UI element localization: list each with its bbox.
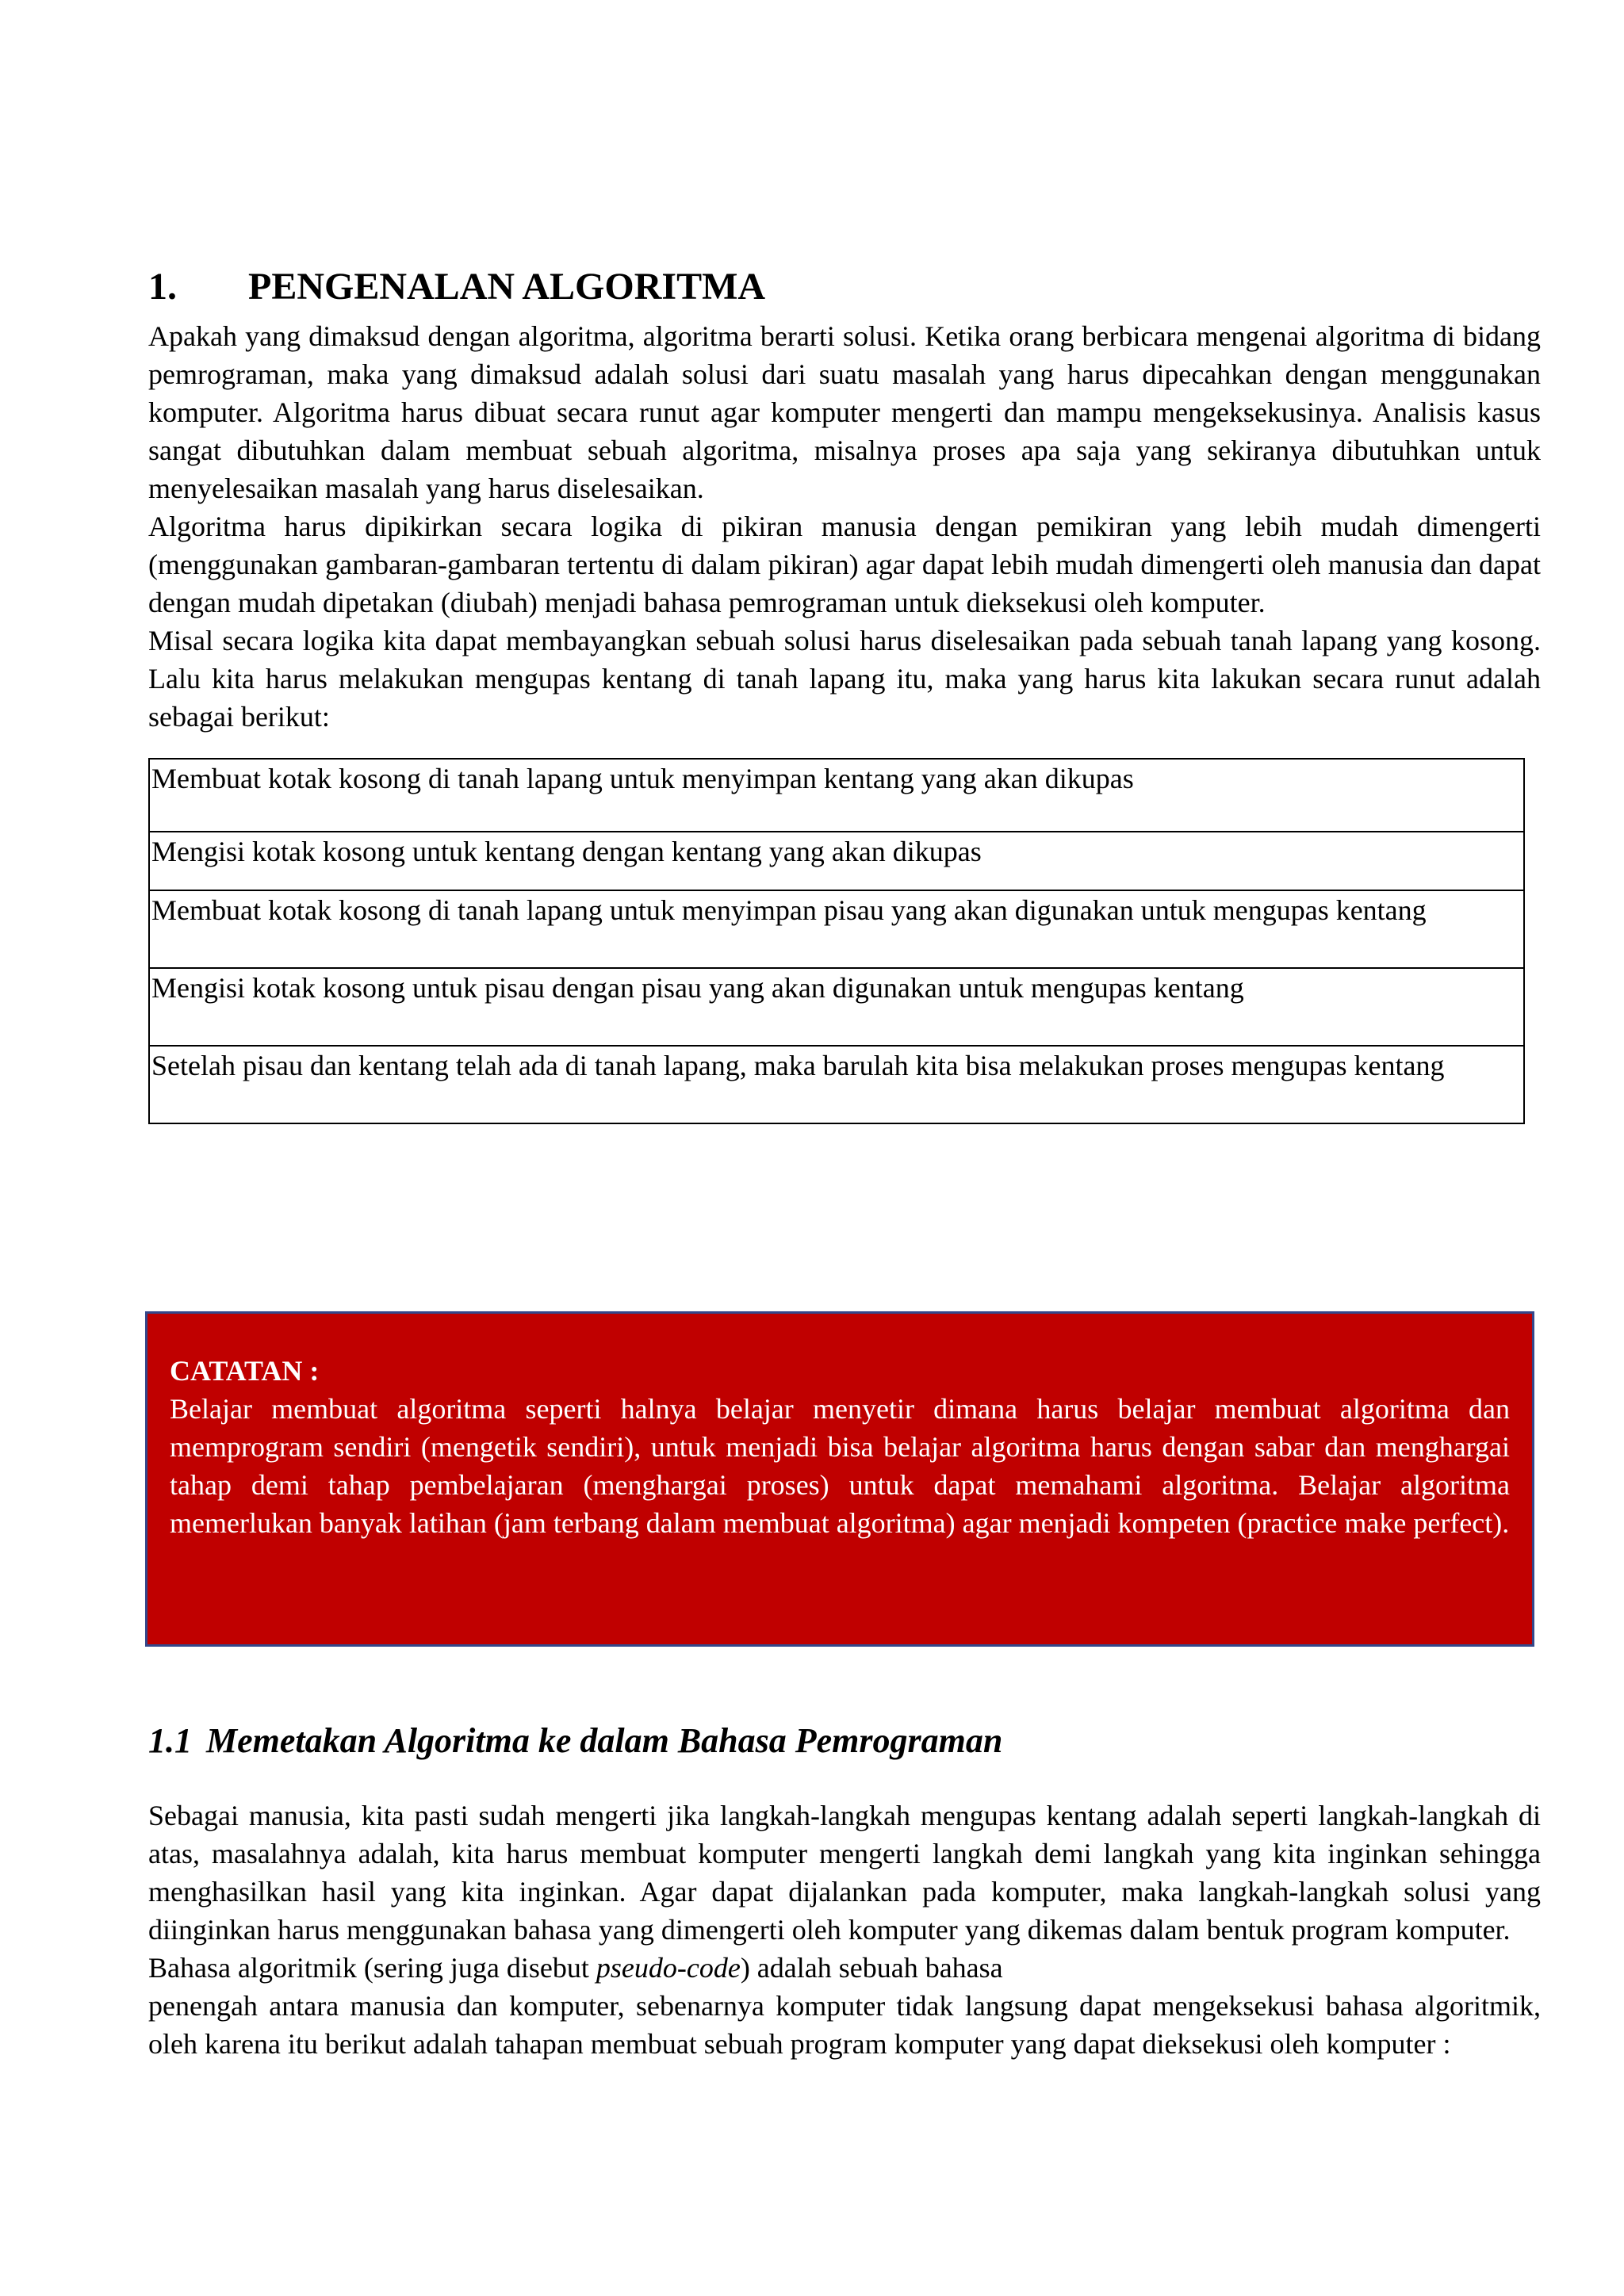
note-box — [145, 1311, 1534, 1647]
step-cell-4: Mengisi kotak kosong untuk pisau dengan pisau yang akan digunakan untuk mengupas kentang — [149, 968, 1524, 1046]
step-cell-5: Setelah pisau dan kentang telah ada di tanah lapang, maka barulah kita bisa melakukan proses mengupas kentang — [149, 1046, 1524, 1123]
section-paragraph-3: penengah antara manusia dan komputer, sebenarnya komputer tidak langsung dapat mengeksekusi bahasa algoritmik, oleh karena itu berikut adalah tahapan membuat sebuah program komputer yang dapat dieksekusi oleh komputer : — [148, 1990, 1541, 2060]
table-row — [149, 890, 1524, 968]
section-paragraph-2 — [148, 1949, 1541, 1987]
table-row — [149, 1046, 1524, 1123]
chapter-number: 1. — [148, 266, 177, 308]
section-paragraph-2-after: ) adalah sebuah bahasa — [740, 1952, 1003, 1984]
step-cell-1: Membuat kotak kosong di tanah lapang untuk menyimpan kentang yang akan dikupas — [149, 759, 1524, 832]
note-text: Belajar membuat algoritma seperti halnya belajar menyetir dimana harus belajar membuat algoritma dan memprogram sendiri (mengetik sendiri), untuk menjadi bisa belajar algoritma harus dengan sabar dan menghargai tahap demi tahap pembelajaran (menghargai proses) untuk dapat memahami algoritma. Belajar algoritma memerlukan banyak latihan (jam terbang dalam membuat algoritma) agar menjadi kompeten (practice make perfect). — [170, 1393, 1510, 1539]
table-row — [149, 968, 1524, 1046]
step-cell-3: Membuat kotak kosong di tanah lapang untuk menyimpan pisau yang akan digunakan untuk mengupas kentang — [149, 890, 1524, 968]
section-title — [148, 1717, 1541, 1765]
steps-table — [148, 758, 1525, 1124]
table-row — [149, 759, 1524, 832]
intro-paragraph-3: Misal secara logika kita dapat membayangkan sebuah solusi harus diselesaikan pada sebuah tanah lapang yang kosong. Lalu kita harus melakukan mengupas kentang di tanah lapang itu, maka yang harus kita lakukan secara runut adalah sebagai berikut: — [148, 625, 1541, 733]
pseudo-code-term: pseudo-code — [596, 1952, 741, 1984]
section-number: 1.1 — [148, 1721, 192, 1760]
table-row — [149, 832, 1524, 890]
note-title: CATATAN : — [170, 1355, 320, 1387]
intro-paragraph-2: Algoritma harus dipikirkan secara logika di pikiran manusia dengan pemikiran yang lebih mudah dimengerti (menggunakan gambaran-gambaran tertentu di dalam pikiran) agar dapat lebih mudah dimengerti oleh manusia dan dapat dengan mudah dipetakan (diubah) menjadi bahasa pemrograman untuk dieksekusi oleh komputer. — [148, 511, 1541, 618]
step-cell-2: Mengisi kotak kosong untuk kentang dengan kentang yang akan dikupas — [149, 832, 1524, 890]
chapter-content — [148, 262, 1541, 1124]
section-title-text: Memetakan Algoritma ke dalam Bahasa Pemrograman — [206, 1721, 1003, 1760]
section-paragraph-2-before: Bahasa algoritmik (sering juga disebut — [148, 1952, 596, 1984]
section-paragraph-1: Sebagai manusia, kita pasti sudah mengerti jika langkah-langkah mengupas kentang adalah seperti langkah-langkah di atas, masalahnya adalah, kita harus membuat komputer mengerti langkah demi langkah yang kita inginkan sehingga menghasilkan hasil yang kita inginkan. Agar dapat dijalankan pada komputer, maka langkah-langkah solusi yang diinginkan harus menggunakan bahasa yang dimengerti oleh komputer yang dikemas dalam bentuk program komputer. — [148, 1800, 1541, 1946]
section-1-1 — [148, 1717, 1541, 2063]
intro-paragraph-1: Apakah yang dimaksud dengan algoritma, algoritma berarti solusi. Ketika orang berbicara mengenai algoritma di bidang pemrograman, maka yang dimaksud adalah solusi dari suatu masalah yang harus dipecahkan dengan menggunakan komputer. Algoritma harus dibuat secara runut agar komputer mengerti dan mampu mengeksekusinya. Analisis kasus sangat dibutuhkan dalam membuat sebuah algoritma, misalnya proses apa saja yang sekiranya dibutuhkan untuk menyelesaikan masalah yang harus diselesaikan. — [148, 320, 1541, 504]
chapter-title — [148, 262, 1541, 312]
chapter-title-text: PENGENALAN ALGORITMA — [248, 266, 766, 308]
